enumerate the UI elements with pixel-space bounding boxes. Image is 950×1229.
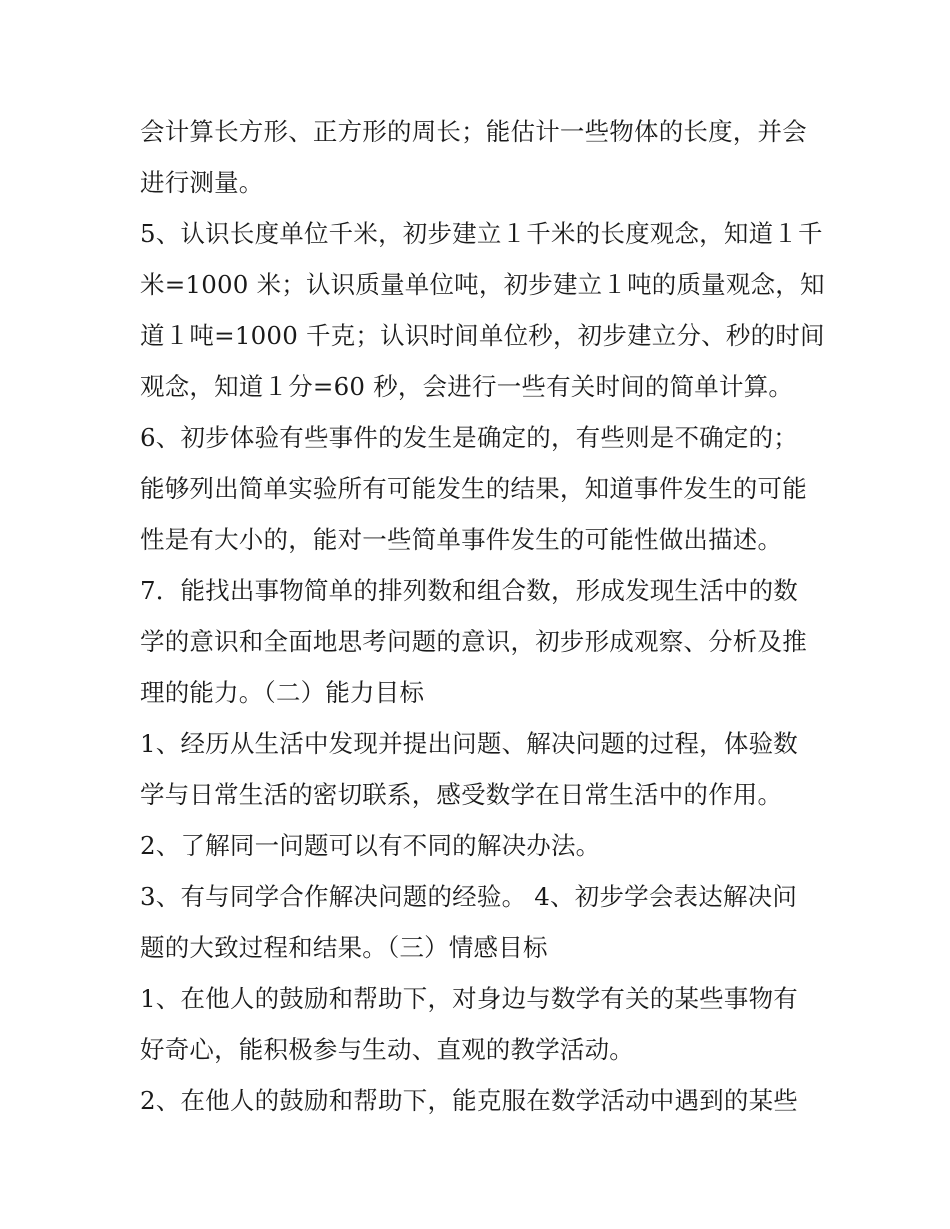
text-line: 1、在他人的鼓励和帮助下，对身边与数学有关的某些事物有 bbox=[140, 984, 798, 1013]
text-line: 米=1000 米；认识质量单位吨，初步建立１吨的质量观念，知 bbox=[140, 270, 825, 299]
text-line: 观念，知道１分=60 秒，会进行一些有关时间的简单计算。 bbox=[140, 372, 794, 401]
text-line: 1、经历从生活中发现并提出问题、解决问题的过程，体验数 bbox=[140, 729, 798, 758]
text-line: 性是有大小的，能对一些简单事件发生的可能性做出描述。 bbox=[140, 525, 783, 554]
text-line: 能够列出简单实验所有可能发生的结果，知道事件发生的可能 bbox=[140, 474, 807, 503]
text-line: 5、认识长度单位千米，初步建立１千米的长度观念，知道１千 bbox=[140, 219, 823, 248]
text-line: 2、了解同一问题可以有不同的解决办法。 bbox=[140, 831, 601, 860]
section-heading-line: 理的能力。（二）能力目标 bbox=[140, 678, 425, 707]
text-line: 7．能找出事物简单的排列数和组合数，形成发现生活中的数 bbox=[140, 576, 798, 605]
text-line: 学与日常生活的密切联系，感受数学在日常生活中的作用。 bbox=[140, 780, 783, 809]
text-line: 6、初步体验有些事件的发生是确定的，有些则是不确定的； bbox=[140, 423, 798, 452]
document-page bbox=[140, 106, 825, 1126]
section-heading-line: 题的大致过程和结果。（三）情感目标 bbox=[140, 933, 548, 962]
text-line: 道１吨=1000 千克；认识时间单位秒，初步建立分、秒的时间 bbox=[140, 321, 825, 350]
text-line: 学的意识和全面地思考问题的意识，初步形成观察、分析及推 bbox=[140, 627, 807, 656]
text-line: 3、有与同学合作解决问题的经验。 4、初步学会表达解决问 bbox=[140, 882, 798, 911]
text-line: 进行测量。 bbox=[140, 168, 264, 197]
text-line: 会计算长方形、正方形的周长；能估计一些物体的长度，并会 bbox=[140, 117, 807, 146]
text-line: 好奇心，能积极参与生动、直观的教学活动。 bbox=[140, 1035, 634, 1064]
text-line: 2、在他人的鼓励和帮助下，能克服在数学活动中遇到的某些 bbox=[140, 1086, 798, 1115]
